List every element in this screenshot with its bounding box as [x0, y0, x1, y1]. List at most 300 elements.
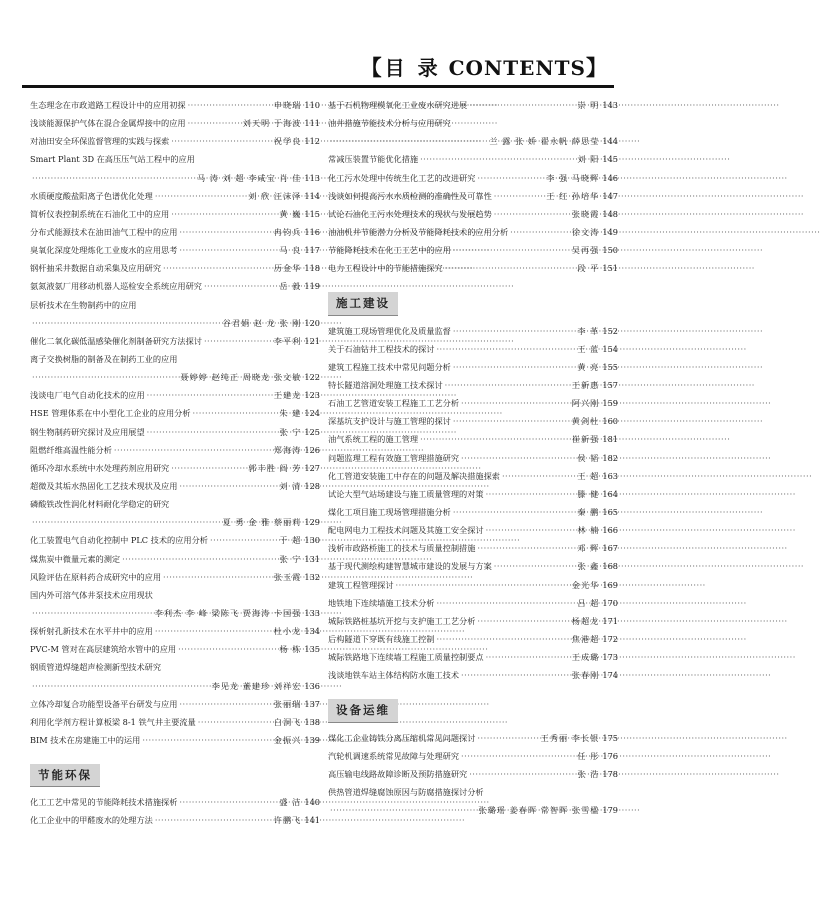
entry-title: 催化二氧化碳低温感染催化剂制备研究方法探讨	[30, 335, 202, 346]
leader-dots	[494, 205, 570, 223]
leader-dots	[461, 666, 570, 684]
leader-dots	[198, 713, 272, 731]
leader-dots	[179, 695, 271, 713]
toc-entry	[30, 495, 320, 531]
toc-entry-row	[328, 666, 618, 684]
leader-dots	[486, 648, 570, 666]
entry-title: 钢杆抽采井数据自动采集及应用研究	[30, 263, 162, 274]
toc-entry-row	[30, 150, 320, 168]
toc-entry	[328, 394, 618, 412]
leader-dots	[114, 441, 272, 459]
entry-page: 127	[304, 462, 320, 473]
leader-dots	[486, 521, 576, 539]
entry-page: 125	[304, 426, 320, 437]
toc-entry	[328, 557, 618, 575]
leader-dots	[179, 477, 277, 495]
entry-title: 国内外可溶气体井泵技术应用现状	[30, 589, 153, 600]
entry-page: 172	[602, 633, 618, 644]
entry-authors: 许鹏飞	[273, 815, 302, 826]
entry-title: 试论石油化工污水处理技术的现状与发展趋势	[328, 208, 492, 219]
entry-title: 化工管道安装施工中存在的问题及解决措施探索	[328, 470, 500, 481]
entry-title: 氨氮液氨厂用移动机器人巡检安全系统应用研究	[30, 281, 202, 292]
toc-entry	[328, 412, 618, 430]
toc-entry	[30, 658, 320, 694]
entry-page: 115	[304, 208, 320, 219]
entry-title: 钢生物制药研究探讨及应用展望	[30, 426, 145, 437]
leader-dots	[494, 557, 576, 575]
entry-title: 对油田安全环保监督管理的实践与探索	[30, 136, 170, 147]
leader-dots	[32, 169, 195, 187]
toc-entry-row	[328, 169, 618, 187]
entry-title: 建筑工程施工技术中常见问题分析	[328, 361, 451, 372]
leader-dots	[171, 459, 246, 477]
leader-dots	[210, 531, 277, 549]
entry-page: 144	[602, 136, 618, 147]
entry-title: 建筑施工现场管理优化及质量监督	[328, 325, 451, 336]
toc-entry	[30, 568, 320, 586]
toc-entry-row	[328, 132, 618, 150]
toc-entry	[328, 430, 618, 448]
toc-entry-row	[30, 811, 320, 829]
entry-authors: 杨超龙	[571, 615, 600, 626]
entry-page: 175	[602, 732, 618, 743]
toc-entry	[328, 539, 618, 557]
entry-authors: 历金华	[273, 263, 302, 274]
entry-title: 城际铁路桩基坑开挖与支护施工工艺分析	[328, 615, 476, 626]
entry-title: 基于现代测绘构建智慧城市建设的发展与方案	[328, 561, 492, 572]
entry-title: HSE 管理体系在中小型化工企业的应用分析	[30, 408, 191, 419]
leader-dots	[436, 340, 575, 358]
entry-authors: 刘 清	[279, 480, 302, 491]
entry-page: 147	[602, 190, 618, 201]
entry-page: 116	[304, 226, 320, 237]
toc-entry	[30, 793, 320, 811]
entry-authors: 崇 明	[577, 100, 600, 110]
entry-title: 浅谈电厂电气自动化技术的应用	[30, 390, 145, 401]
entry-title: 电力工程设计中的节能措施探究	[328, 263, 443, 274]
header-title-en: CONTENTS	[448, 56, 586, 80]
toc-entry-row	[328, 503, 618, 521]
toc-entry-row	[30, 332, 320, 350]
entry-title: 浅谈地铁车站主体结构防水施工技术	[328, 670, 460, 681]
entry-title: 臭氧化深度处理炼化工业废水的应用思考	[30, 245, 178, 256]
entry-title: 水质硬度酸盐阳离子色谱优化处理	[30, 190, 153, 201]
entry-authors: 李 强 马晓辉	[546, 172, 600, 183]
toc-entry	[328, 223, 618, 241]
header-title-cn: 目 录	[384, 56, 441, 80]
leader-dots	[171, 132, 272, 150]
leader-dots	[142, 731, 271, 749]
entry-page: 150	[602, 245, 618, 256]
leader-dots	[178, 640, 277, 658]
entry-page: 166	[602, 525, 618, 536]
toc-entry	[328, 747, 618, 765]
leader-dots	[122, 550, 277, 568]
toc-entry	[30, 477, 320, 495]
entry-authors: 黄剑杜	[571, 416, 600, 427]
header-bracket-left: 【	[360, 55, 383, 80]
toc-entry	[30, 150, 320, 186]
entry-authors: 秦 鹏	[577, 506, 600, 517]
toc-entry	[328, 96, 618, 114]
toc-entry-row	[30, 477, 320, 495]
entry-authors: 王建龙	[273, 390, 302, 401]
toc-entry	[328, 340, 618, 358]
entry-authors: 王 蓝	[577, 343, 600, 354]
entry-title: 油气系统工程的施工管理	[328, 434, 419, 445]
leader-dots	[469, 765, 575, 783]
entry-page: 123	[304, 390, 320, 401]
entry-title: 离子交换树脂的制备及在制药工业的应用	[30, 353, 178, 364]
toc-entry	[328, 503, 618, 521]
entry-authors: 夏 勇 金 雅 蔡丽莉	[222, 517, 302, 528]
toc-entry-row	[328, 765, 618, 783]
entry-authors: 兰 露 张 娇 翟永帆 薛思莹	[489, 136, 600, 147]
entry-page: 131	[304, 553, 320, 564]
toc-entry-row	[328, 187, 618, 205]
entry-authors: 王秀丽 李长银	[540, 732, 600, 743]
entry-authors: 王新惠	[571, 379, 600, 390]
toc-entry	[30, 441, 320, 459]
entry-page: 126	[304, 444, 320, 455]
section-heading: 设备运维	[328, 699, 398, 722]
entry-page: 129	[304, 517, 320, 528]
leader-dots	[179, 241, 277, 259]
toc-entry-row	[328, 223, 618, 241]
entry-page: 132	[304, 571, 320, 582]
toc-entry	[30, 223, 320, 241]
leader-dots	[453, 358, 576, 376]
entry-page: 137	[304, 698, 320, 709]
entry-authors: 黄 巍	[279, 208, 302, 219]
entry-page: 171	[602, 615, 618, 626]
section-gap	[328, 277, 618, 285]
entry-page: 148	[602, 208, 618, 219]
entry-page: 112	[304, 136, 320, 147]
entry-title: BIM 技术在房建施工中的运用	[30, 734, 141, 745]
toc-entry	[328, 259, 618, 277]
toc-entry	[30, 114, 320, 132]
entry-page: 141	[304, 815, 320, 826]
entry-title: 浅析市政路桥施工的技术与质量控制措施	[328, 543, 476, 554]
entry-authors: 李见龙 董建珍 刘祥宏	[211, 680, 302, 691]
entry-page: 118	[304, 263, 320, 274]
entry-authors: 于 超	[279, 535, 302, 546]
entry-page: 136	[304, 680, 320, 691]
toc-entry-row	[30, 114, 320, 132]
toc-entry-row	[30, 132, 320, 150]
toc-entry	[328, 169, 618, 187]
entry-page: 164	[602, 488, 618, 499]
entry-authors: 张 浩	[577, 768, 600, 779]
toc-entry-row	[30, 713, 320, 731]
toc-entry-row	[328, 241, 618, 259]
toc-entry-row	[30, 404, 320, 422]
toc-entry-row	[328, 205, 618, 223]
leader-dots	[486, 485, 576, 503]
entry-title: 建筑工程管理探讨	[328, 579, 394, 590]
leader-dots	[32, 513, 221, 531]
toc-entry-row	[30, 586, 320, 604]
entry-page: 117	[304, 245, 320, 256]
toc-entry	[328, 612, 618, 630]
entry-authors: 李利杰 李 峰 梁陈飞 贾海涛 卡国强	[154, 607, 302, 618]
header-bracket-right: 】	[586, 55, 608, 80]
entry-page: 152	[602, 325, 618, 336]
leader-dots	[155, 622, 272, 640]
leader-dots	[453, 322, 576, 340]
entry-page: 169	[602, 579, 618, 590]
leader-dots	[396, 576, 570, 594]
entry-page: 130	[304, 535, 320, 546]
entry-authors: 焦港超	[571, 633, 600, 644]
entry-authors: 申晓瑞	[273, 100, 302, 110]
toc-entry-row	[30, 277, 320, 295]
entry-authors: 金光华	[571, 579, 600, 590]
entry-title: PVC-M 管对在高层建筑给水管中的应用	[30, 644, 177, 655]
entry-page: 168	[602, 561, 618, 572]
leader-dots	[32, 677, 209, 695]
entry-title: 探析射孔新技术在水平井中的应用	[30, 626, 153, 637]
toc-entry	[328, 376, 618, 394]
entry-authors: 郑海涛	[273, 444, 302, 455]
entry-page: 165	[602, 506, 618, 517]
entry-title: 供热管道焊缝腐蚀原因与防腐措施探讨分析	[328, 786, 484, 797]
toc-entry	[328, 729, 618, 747]
entry-authors: 任 彤	[577, 750, 600, 761]
entry-authors: 段 平	[577, 263, 600, 274]
entry-authors: 张春刚	[571, 670, 600, 681]
entry-authors: 朱 建	[279, 408, 302, 419]
entry-title: 化工工艺中常见的节能降耗技术措施探析	[30, 797, 178, 808]
leader-dots	[179, 223, 271, 241]
toc-entry-row	[328, 485, 618, 503]
leader-dots	[436, 594, 575, 612]
entry-page: 114	[304, 190, 320, 201]
entry-title: 阻燃纤维高温性能分析	[30, 444, 112, 455]
toc-entry-row	[30, 495, 320, 513]
entry-authors: 冉钧兵	[273, 226, 302, 237]
toc-entry-row	[30, 423, 320, 441]
toc-entry	[30, 296, 320, 332]
toc-entry-row	[30, 241, 320, 259]
entry-title: 磷酸铁改性润化材料耐化学稳定的研究	[30, 499, 170, 510]
leader-dots	[453, 241, 570, 259]
entry-page: 140	[304, 797, 320, 808]
entry-page: 159	[602, 398, 618, 409]
entry-authors: 王成璐	[571, 652, 600, 663]
toc-entry	[328, 114, 618, 150]
entry-authors: 吴再强	[571, 245, 600, 256]
entry-page: 133	[304, 607, 320, 618]
toc-entry	[30, 332, 320, 350]
toc-entry-row	[328, 150, 618, 168]
toc-entry-row	[30, 386, 320, 404]
leader-dots	[155, 187, 246, 205]
entry-page: 145	[602, 154, 618, 165]
toc-entry-row	[328, 729, 618, 747]
toc-entry	[30, 96, 320, 114]
toc-entry-row	[30, 731, 320, 749]
entry-page: 128	[304, 480, 320, 491]
entry-page: 146	[602, 172, 618, 183]
toc-entry	[30, 531, 320, 549]
toc-entry-row	[328, 394, 618, 412]
entry-title: 汽轮机调速系统常见故障与处理研究	[328, 750, 460, 761]
entry-authors: 王 红 孙培华	[546, 190, 600, 201]
leader-dots	[171, 205, 277, 223]
leader-dots	[163, 568, 272, 586]
leader-dots	[188, 96, 272, 114]
leader-dots	[494, 187, 544, 205]
toc-entry-row	[328, 340, 618, 358]
leader-dots	[436, 630, 569, 648]
entry-title: 深基坑支护设计与施工管理的探讨	[328, 416, 451, 427]
toc-entry-row	[328, 376, 618, 394]
toc-entry	[328, 765, 618, 783]
section-heading: 施工建设	[328, 292, 398, 315]
entry-authors: 刘 阳	[577, 154, 600, 165]
leader-dots	[453, 503, 576, 521]
toc-entry-row	[30, 550, 320, 568]
entry-authors: 阿兴刚	[571, 398, 600, 409]
entry-authors: 马 涛 刘 超 李咸宝 肖 佳	[197, 172, 302, 183]
entry-page: 182	[602, 452, 618, 463]
toc-entry-row	[30, 568, 320, 586]
right-column	[328, 96, 618, 819]
entry-title: 基于石机物理模氧化工业废水研究进展	[328, 100, 468, 110]
toc-entry-row	[328, 430, 618, 448]
entry-title: 常减压装置节能优化措施	[328, 154, 419, 165]
entry-title: 煤焦炭中微量元素的测定	[30, 553, 121, 564]
entry-page: 120	[304, 317, 320, 328]
entry-title: 关于石油钻井工程技术的探讨	[328, 343, 435, 354]
leader-dots	[445, 376, 570, 394]
toc-entry	[30, 713, 320, 731]
leader-dots	[330, 801, 476, 819]
leader-dots	[510, 223, 570, 241]
leader-dots	[461, 394, 570, 412]
toc-entry-row	[30, 640, 320, 658]
entry-authors: 林 楠	[577, 525, 600, 536]
entry-title: 化工污水处理中传统生化工艺的改进研究	[328, 172, 476, 183]
entry-page: 167	[602, 543, 618, 554]
toc-entry	[328, 648, 618, 666]
section-gap	[30, 749, 320, 757]
toc-entry-row	[30, 169, 320, 187]
toc-entry-row	[328, 612, 618, 630]
entry-title: 特长隧道溶洞处理施工技术探讨	[328, 379, 443, 390]
leader-dots	[204, 332, 272, 350]
entry-title: 油井措施节能技术分析与应用研究	[328, 118, 451, 129]
toc-entry-row	[30, 223, 320, 241]
toc-entry	[30, 731, 320, 749]
toc-entry	[30, 205, 320, 223]
toc-entry-row	[30, 531, 320, 549]
entry-page: 110	[304, 100, 320, 110]
entry-title: 层析技术在生物制药中的应用	[30, 299, 137, 310]
toc-entry	[30, 277, 320, 295]
section-gap	[328, 684, 618, 692]
toc-entry-row	[328, 449, 618, 467]
toc-entry-row	[328, 783, 618, 801]
entry-title: 配电网电力工程技术问题及其施工安全探讨	[328, 525, 484, 536]
entry-authors: 黄 亮	[577, 361, 600, 372]
entry-page: 170	[602, 597, 618, 608]
entry-page: 124	[304, 408, 320, 419]
toc-entry-row	[328, 467, 618, 485]
entry-title: 煤化工项目施工现场管理措施分析	[328, 506, 451, 517]
entry-title: 化工企业中的甲醛废水的处理方法	[30, 815, 153, 826]
toc-entry-row	[328, 259, 618, 277]
entry-page: 149	[602, 226, 618, 237]
entry-title: 试论大型气站场建设与施工质量管理的对策	[328, 488, 484, 499]
entry-authors: 杜小龙	[273, 626, 302, 637]
entry-page: 155	[602, 361, 618, 372]
entry-page: 173	[602, 652, 618, 663]
entry-authors: 侯 韬	[577, 452, 600, 463]
entry-authors: 张 宁	[279, 553, 302, 564]
entry-page: 134	[304, 626, 320, 637]
entry-authors: 张 宁	[279, 426, 302, 437]
toc-entry-row	[30, 604, 320, 622]
leader-dots	[330, 132, 487, 150]
leader-dots	[147, 423, 278, 441]
entry-authors: 李平利	[273, 335, 302, 346]
entry-page: 122	[304, 372, 320, 383]
entry-authors: 张璐瑶 姜春晖 常智晖 张雪楹	[478, 805, 600, 816]
toc-entry	[30, 459, 320, 477]
toc-entry-row	[328, 96, 618, 114]
toc-entry-row	[30, 259, 320, 277]
toc-entry-row	[328, 576, 618, 594]
leader-dots	[420, 150, 575, 168]
entry-title: 钢质管道焊缝超声检测新型技术研究	[30, 662, 162, 673]
entry-authors: 岳 毅	[279, 281, 302, 292]
leader-dots	[469, 96, 575, 114]
entry-title: 城际铁路地下连续墙工程施工质量控制要点	[328, 652, 484, 663]
entry-authors: 张丽瑞	[273, 698, 302, 709]
toc-entry	[328, 783, 618, 819]
entry-page: 154	[602, 343, 618, 354]
leader-dots	[477, 539, 575, 557]
entry-authors: 邓 辉	[577, 543, 600, 554]
toc-entry	[328, 187, 618, 205]
toc-entry	[328, 205, 618, 223]
entry-page: 139	[304, 734, 320, 745]
entry-authors: 崔新强	[571, 434, 600, 445]
entry-title: 地铁地下连续墙施工技术分析	[328, 597, 435, 608]
toc-entry	[328, 485, 618, 503]
toc-entry-row	[328, 557, 618, 575]
toc-entry-row	[30, 677, 320, 695]
toc-entry-row	[30, 368, 320, 386]
toc-entry-row	[30, 622, 320, 640]
leader-dots	[445, 259, 576, 277]
toc-entry	[30, 259, 320, 277]
entry-page: 160	[602, 416, 618, 427]
entry-page: 119	[304, 281, 320, 292]
leader-dots	[32, 604, 153, 622]
toc-entry-row	[328, 594, 618, 612]
toc-entry	[328, 576, 618, 594]
entry-authors: 刘天明 于海波	[242, 118, 302, 129]
entry-title: 化工装置电气自动化控制中 PLC 技术的应用分析	[30, 535, 208, 546]
left-column	[30, 96, 320, 830]
entry-title: Smart Plant 3D 在高压压气站工程中的应用	[30, 154, 195, 165]
entry-page: 181	[602, 434, 618, 445]
entry-title: 节能降耗技术在化工工艺中的应用	[328, 245, 451, 256]
